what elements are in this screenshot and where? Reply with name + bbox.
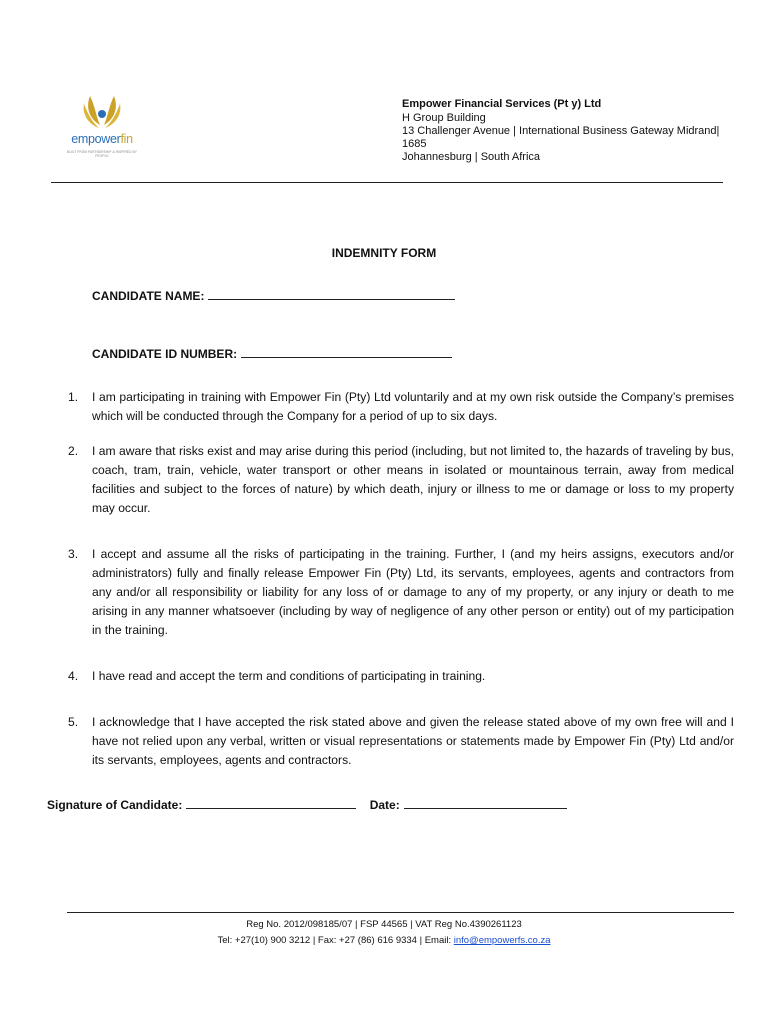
item-number: 5.: [68, 715, 79, 729]
list-item: [68, 713, 734, 770]
logo-word-fin: fin: [120, 132, 133, 146]
signature-row: [47, 797, 567, 812]
address-line: 1685: [402, 138, 427, 150]
item-number: 2.: [68, 444, 79, 458]
company-logo: [62, 92, 142, 162]
address-line: 13 Challenger Avenue | International Business Gateway Midrand|: [402, 125, 720, 137]
item-number: 1.: [68, 390, 79, 404]
header-divider: [51, 182, 723, 183]
logo-tagline: BUILT FROM PARTNERSHIP & INSPIRED BY PEOPLE: [67, 150, 137, 158]
item-number: 4.: [68, 669, 79, 683]
date-label: Date:: [369, 798, 400, 812]
footer-contact: [0, 935, 768, 946]
list-item: [68, 442, 734, 518]
company-name: Empower Financial Services (Pt y) Ltd: [402, 98, 602, 110]
item-text: I have read and accept the term and conditions of participating in training.: [92, 669, 486, 683]
list-item: [68, 667, 734, 686]
signature-label: Signature of Candidate:: [47, 798, 183, 812]
item-text: I accept and assume all the risks of participating in the training. Further, I (and my heirs assigns, executors and/or administrators) fully and finally release Empower Fin (Pty) Ltd, its servants, employees, agents and contractors from any and/or all responsibility or liability for any loss of or damage to any of my property, or any injury or death to me arising in any manner whatsoever (including by way of negligence of any other person or entity) out of my participation in the training.: [92, 547, 734, 637]
item-text: I am participating in training with Empower Fin (Pty) Ltd voluntarily and at my own risk outside the Company’s premises which will be conducted through the Company for a period of up to six days.: [92, 390, 734, 423]
form-title: INDEMNITY FORM: [331, 246, 437, 260]
candidate-name-field: [92, 288, 455, 303]
logo-word-empower: empower: [71, 132, 121, 146]
candidate-id-label: CANDIDATE ID NUMBER:: [92, 347, 238, 361]
date-blank[interactable]: [404, 797, 567, 809]
candidate-id-blank[interactable]: [241, 346, 452, 358]
company-details: [402, 98, 719, 164]
address-line: Johannesburg | South Africa: [402, 151, 541, 163]
footer-divider: [67, 912, 734, 913]
list-item: [68, 545, 734, 640]
footer-registration: Reg No. 2012/098185/07 | FSP 44565 | VAT Reg No.4390261123: [246, 919, 522, 930]
item-number: 3.: [68, 547, 79, 561]
candidate-id-field: [92, 346, 452, 361]
candidate-name-label: CANDIDATE NAME:: [92, 289, 205, 303]
item-text: I acknowledge that I have accepted the risk stated above and given the release stated above of my own free will and I have not relied upon any verbal, written or visual representations or statements made by Empower Fin (Pty) Ltd and/or its servants, employees, agents and contractors.: [92, 715, 734, 767]
signature-blank[interactable]: [186, 797, 356, 809]
address-line: H Group Building: [402, 112, 486, 124]
logo-wordmark: [62, 132, 142, 146]
item-text: I am aware that risks exist and may arise during this period (including, but not limited to, the hazards of traveling by bus, coach, tram, train, vehicle, water transport or other means in isolated or mountainous terrain, away from medical facilities and subject to the forces of nature) by which death, injury or illness to me or damage or loss to my property may occur.: [92, 444, 734, 515]
logo-mark-icon: [62, 92, 142, 132]
candidate-name-blank[interactable]: [208, 288, 455, 300]
footer-contact-text: Tel: +27(10) 900 3212 | Fax: +27 (86) 616 9334 | Email:: [217, 935, 454, 946]
list-item: [68, 388, 734, 426]
email-link[interactable]: info@empowerfs.co.za: [453, 935, 551, 946]
